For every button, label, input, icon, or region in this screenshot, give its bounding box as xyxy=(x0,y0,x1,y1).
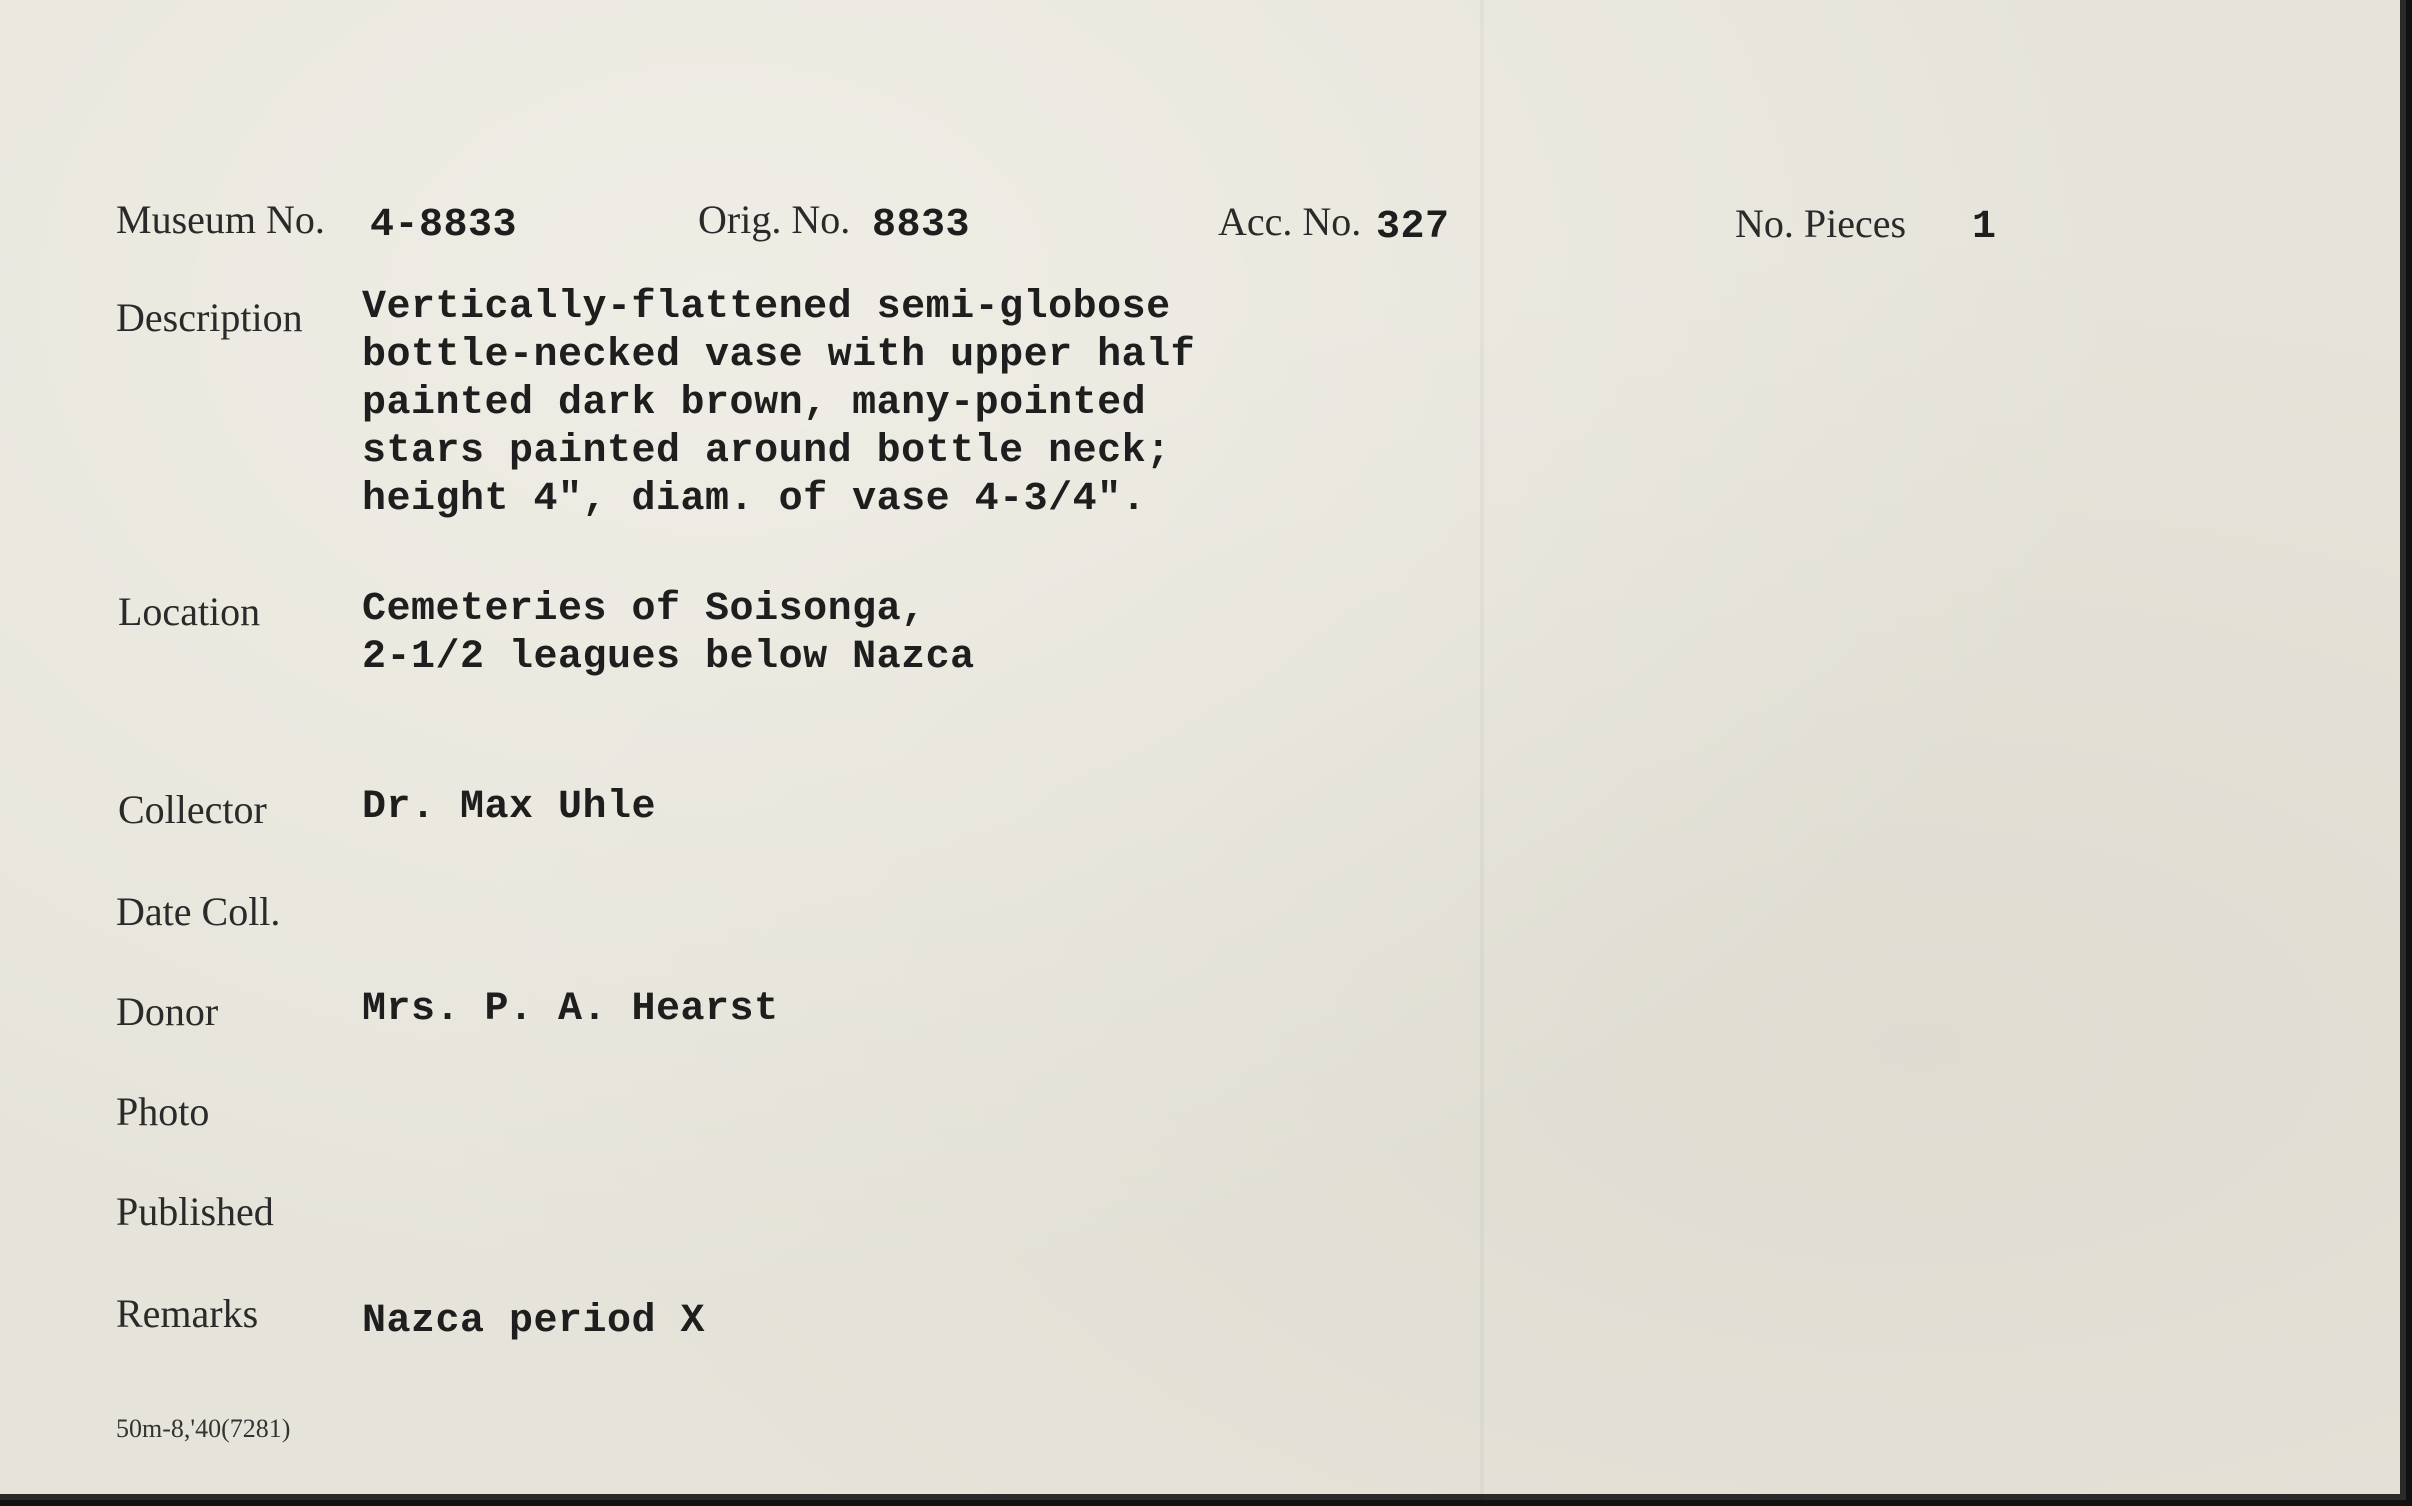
description-line: painted dark brown, many-pointed xyxy=(362,381,1147,426)
date-coll-label: Date Coll. xyxy=(116,889,281,934)
print-code: 50m-8,'40(7281) xyxy=(116,1414,291,1443)
location-line: Cemeteries of Soisonga, xyxy=(362,587,926,632)
description-line: stars painted around bottle neck; xyxy=(362,429,1171,474)
location-label: Location xyxy=(118,589,261,634)
orig-no-value: 8833 xyxy=(872,203,971,248)
description-line: Vertically-flattened semi-globose xyxy=(362,285,1171,330)
museum-no-value: 4-8833 xyxy=(370,203,518,248)
museum-no-label: Museum No. xyxy=(116,197,325,242)
orig-no-label: Orig. No. xyxy=(698,197,851,242)
donor-label: Donor xyxy=(116,989,219,1034)
location-line: 2-1/2 leagues below Nazca xyxy=(362,635,975,680)
acc-no-label: Acc. No. xyxy=(1218,199,1362,244)
remarks-value: Nazca period X xyxy=(362,1299,706,1344)
no-pieces-label: No. Pieces xyxy=(1735,201,1907,246)
acc-no-value: 327 xyxy=(1376,205,1450,250)
description-line: height 4", diam. of vase 4-3/4". xyxy=(362,477,1147,522)
remarks-label: Remarks xyxy=(116,1291,259,1336)
description-label: Description xyxy=(116,295,303,340)
collector-value: Dr. Max Uhle xyxy=(362,785,657,830)
description-line: bottle-necked vase with upper half xyxy=(362,333,1196,378)
no-pieces-value: 1 xyxy=(1972,205,1997,250)
donor-value: Mrs. P. A. Hearst xyxy=(362,987,779,1032)
published-label: Published xyxy=(116,1189,274,1234)
photo-label: Photo xyxy=(116,1089,210,1134)
location-text xyxy=(362,586,975,682)
card-texture xyxy=(1480,0,1484,1500)
collector-label: Collector xyxy=(118,787,267,832)
description-text xyxy=(362,284,1195,524)
